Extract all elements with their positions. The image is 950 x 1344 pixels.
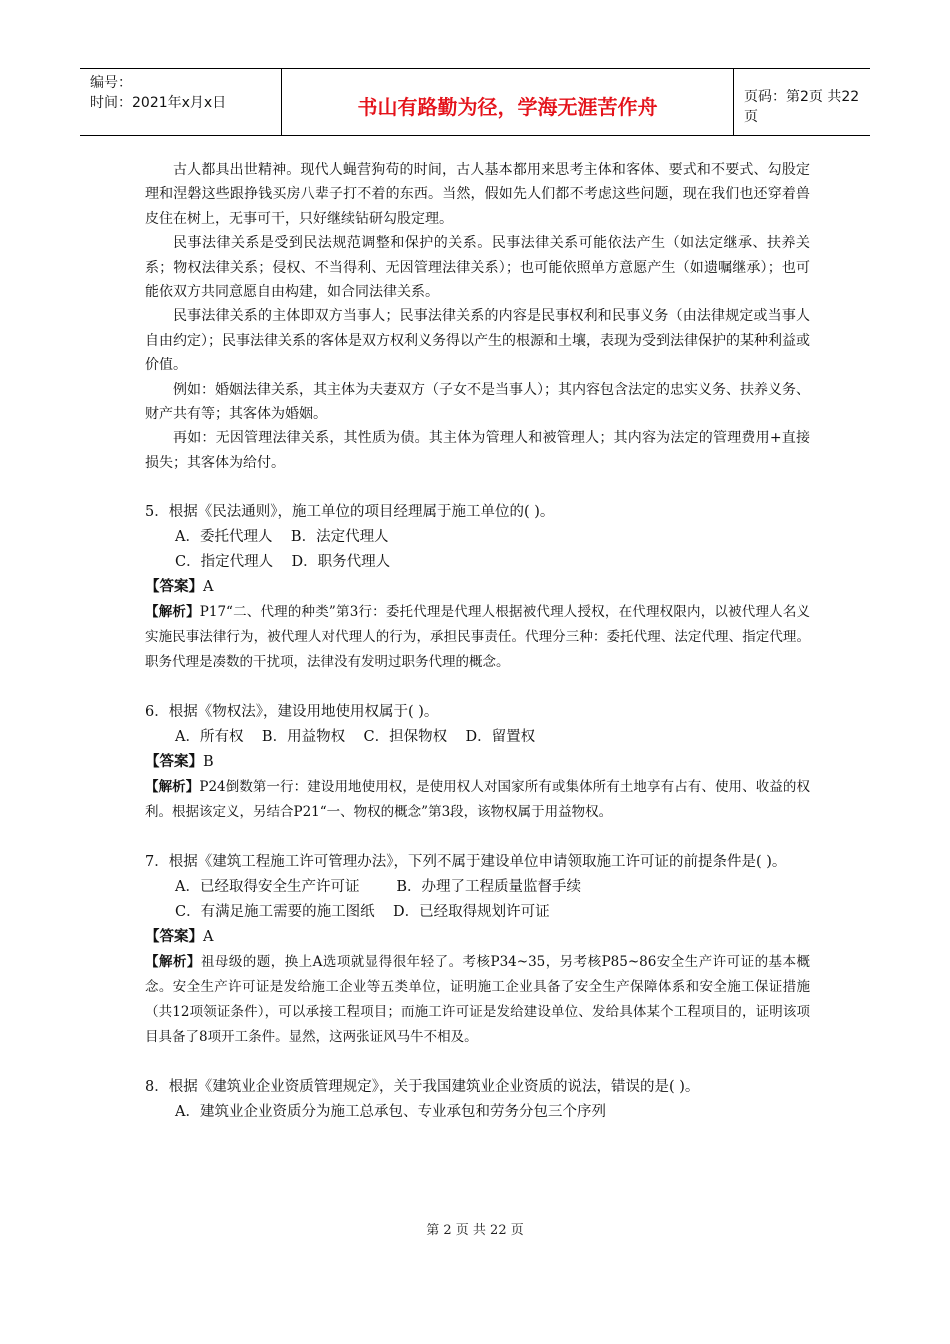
intro-paragraph: 古人都具出世精神。现代人蝇营狗苟的时间，古人基本都用来思考主体和客体、要式和不要式、勾股定理和涅磐这些跟挣钱买房八辈子打不着的东西。当然，假如先人们都不考虑这些问题，现在我们也还穿着兽皮住在树上，无事可干，只好继续钻研勾股定理。 [145,162,810,227]
answer-label: 【答案】 [145,754,203,771]
answer-value: B [203,754,214,771]
header-left-cell [80,69,282,135]
explanation-text: P24倒数第一行：建设用地使用权，是使用权人对国家所有或集体所有土地享有占有、使用、收益的权利。根据该定义，另结合P21“一、物权的概念”第3段，该物权属于用益物权。 [145,779,811,821]
explanation-label: 【解析】 [145,604,200,621]
page-info: 页码：第2页 共22页 [744,89,860,125]
explanation [145,600,810,675]
answer-line [145,750,810,775]
explanation-label: 【解析】 [145,954,201,971]
answer-label: 【答案】 [145,579,203,596]
explanation-text: 祖母级的题，换上A选项就显得很年轻了。考核P34~35，另考核P85~86安全生产许可证的基本概念。安全生产许可证是发给施工企业等五类单位，证明施工企业具备了安全生产保障体系和安全施工保证措施（共12项领证条件），可以承接工程项目；而施工许可证是发给建设单位、发给具体某个工程项目的，证明该项目具备了8项开工条件。显然，这两张证风马牛不相及。 [145,954,810,1046]
explanation [145,950,810,1050]
explanation-label: 【解析】 [145,779,200,796]
explanation-text: P17“二、代理的种类”第3行：委托代理是代理人根据被代理人授权，在代理权限内，以被代理人名义实施民事法律行为，被代理人对代理人的行为，承担民事责任。代理分三种：委托代理、法定代理、指定代理。职务代理是凑数的干扰项，法律没有发明过职务代理的概念。 [145,604,811,671]
question-stem: 5．根据《民法通则》，施工单位的项目经理属于施工单位的( )。 [145,504,555,521]
answer-value: A [203,929,214,946]
header-table [80,68,870,136]
intro-paragraph: 民事法律关系是受到民法规范调整和保护的关系。民事法律关系可能依法产生（如法定继承、扶养关系；物权法律关系；侵权、不当得利、无因管理法律关系）；也可能依照单方意愿产生（如遗嘱继承）；也可能依双方共同意愿自由构建，如合同法律关系。 [145,235,810,301]
question-stem: 7．根据《建筑工程施工许可管理办法》，下列不属于建设单位申请领取施工许可证的前提条件是( )。 [145,854,787,871]
document-body [145,158,810,1125]
question-stem: 6．根据《物权法》，建设用地使用权属于( )。 [145,704,439,721]
intro-paragraph: 例如：婚姻法律关系，其主体为夫妻双方（子女不是当事人）；其内容包含法定的忠实义务、扶养义务、财产共有等；其客体为婚姻。 [145,381,810,423]
motto: 书山有路勤为径，学海无涯苦作舟 [282,69,734,135]
question-options: C．指定代理人 D．职务代理人 [175,554,391,571]
question-options: A．已经取得安全生产许可证 B．办理了工程质量监督手续 [175,879,581,896]
code-label: 编号： [90,75,132,91]
answer-value: A [203,579,214,596]
answer-line [145,575,810,600]
intro-paragraph: 再如：无因管理法律关系，其性质为债。其主体为管理人和被管理人；其内容为法定的管理费用+直接损失；其客体为给付。 [145,430,810,471]
question-options: C．有满足施工需要的施工图纸 D．已经取得规划许可证 [175,904,550,921]
question-options: A．委托代理人 B．法定代理人 [175,529,389,546]
question-stem: 8．根据《建筑业企业资质管理规定》，关于我国建筑业企业资质的说法，错误的是( )。 [145,1079,700,1096]
page-footer: 第 2 页 共 22 页 [426,1223,524,1238]
explanation [145,775,810,825]
answer-line [145,925,810,950]
date-label: 时间：2021年x月x日 [90,95,227,111]
intro-paragraph: 民事法律关系的主体即双方当事人；民事法律关系的内容是民事权利和民事义务（由法律规定或当事人自由约定）；民事法律关系的客体是双方权利义务得以产生的根源和土壤，表现为受到法律保护的某种利益或价值。 [145,308,810,374]
question-option: A．建筑业企业资质分为施工总承包、专业承包和劳务分包三个序列 [175,1104,606,1121]
answer-label: 【答案】 [145,929,203,946]
question-options: A．所有权 B．用益物权 C．担保物权 D．留置权 [175,729,536,746]
